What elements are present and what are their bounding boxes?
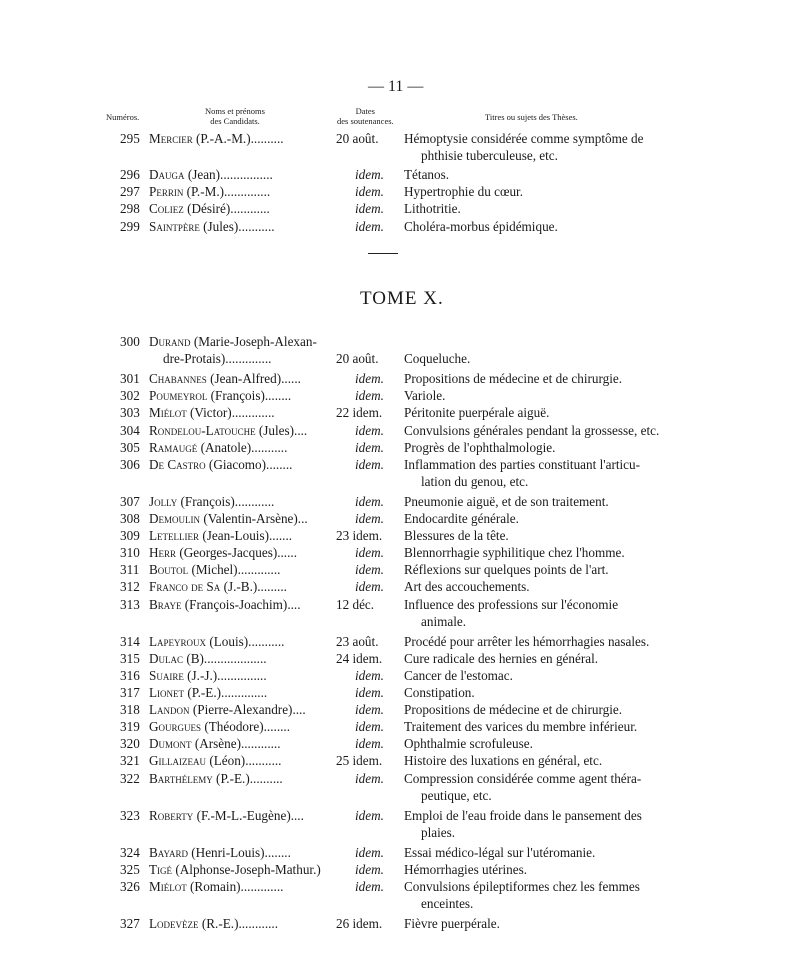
candidate-name: Lodevèze (R.-E.)............	[149, 916, 279, 932]
defense-date: idem.	[355, 511, 384, 526]
thesis-title: Péritonite puerpérale aiguë.	[404, 405, 550, 421]
entry-row	[0, 544, 800, 561]
header-noms-line1: Noms et prénoms	[205, 106, 265, 116]
entry-row	[0, 718, 800, 735]
candidate-name: Coliez (Désiré)............	[149, 201, 270, 217]
thesis-title: Hypertrophie du cœur.	[404, 184, 524, 200]
entry-row	[0, 387, 800, 404]
defense-date: idem.	[355, 879, 384, 895]
entry-number: 317	[120, 685, 140, 700]
entry-row	[0, 915, 800, 932]
thesis-title: Inflammation des parties constituant l'articu-	[404, 456, 641, 472]
thesis-title: plaies.	[421, 824, 456, 840]
entry-number: 302	[120, 388, 140, 404]
entry-row	[0, 456, 800, 473]
entry-row-continuation	[0, 895, 800, 912]
entry-number: 314	[120, 633, 140, 649]
thesis-title: Traitement des varices du membre inférieur.	[404, 719, 638, 735]
header-noms	[205, 106, 265, 126]
entry-number: 327	[120, 916, 140, 932]
candidate-name: Poumeyrol (François)........	[149, 388, 292, 404]
thesis-title: animale.	[421, 613, 467, 629]
entry-row	[0, 333, 800, 350]
entry-row	[0, 596, 800, 613]
entry-number: 298	[120, 201, 140, 217]
entry-row	[0, 770, 800, 787]
entry-row-continuation	[0, 147, 800, 164]
header-dates	[337, 106, 394, 126]
thesis-title: Ophthalmie scrofuleuse.	[404, 736, 533, 752]
thesis-title: Tétanos.	[404, 167, 450, 183]
defense-date: idem.	[355, 862, 384, 877]
candidate-name: Demoulin (Valentin-Arsène)...	[149, 511, 308, 526]
entry-number: 304	[120, 422, 140, 438]
defense-date: 23 idem.	[336, 528, 383, 544]
thesis-title: Art des accouchements.	[404, 579, 530, 595]
entry-row	[0, 561, 800, 578]
defense-date: idem.	[355, 439, 384, 455]
candidate-name: Letellier (Jean-Louis).......	[149, 528, 293, 544]
defense-date: idem.	[355, 545, 384, 561]
header-dates-line1: Dates	[355, 106, 375, 116]
entry-number: 309	[120, 528, 140, 544]
entry-row	[0, 130, 800, 147]
entry-number: 299	[120, 218, 140, 234]
entry-row-continuation	[0, 787, 800, 804]
defense-date: idem.	[355, 456, 384, 472]
thesis-title: Endocardite générale.	[404, 511, 519, 526]
entry-row	[0, 422, 800, 439]
header-dates-line2: des soutenances.	[337, 116, 394, 126]
entry-row	[0, 807, 800, 824]
entry-row	[0, 684, 800, 701]
entry-row	[0, 650, 800, 667]
thesis-title: Hémoptysie considérée comme symptôme de	[404, 131, 644, 146]
entry-number: 326	[120, 879, 140, 895]
thesis-title: lation du genou, etc.	[421, 473, 529, 489]
entry-number: 324	[120, 844, 140, 860]
entry-number: 306	[120, 456, 140, 472]
thesis-title: Fièvre puerpérale.	[404, 916, 500, 932]
entry-number: 322	[120, 770, 140, 786]
entry-row-continuation	[0, 350, 800, 367]
defense-date: idem.	[355, 218, 384, 234]
entry-number: 316	[120, 667, 140, 683]
candidate-name: Bayard (Henri-Louis)........	[149, 844, 291, 860]
thesis-title: Constipation.	[404, 685, 475, 700]
candidate-name: Chabannes (Jean-Alfred)......	[149, 371, 301, 387]
thesis-title: Blessures de la tête.	[404, 528, 509, 544]
defense-date: idem.	[355, 167, 384, 183]
entry-row	[0, 735, 800, 752]
defense-date: idem.	[355, 844, 384, 860]
defense-date: 26 idem.	[336, 916, 383, 932]
defense-date: idem.	[355, 736, 384, 752]
entry-row	[0, 510, 800, 527]
candidate-name: dre-Protais)..............	[163, 351, 272, 367]
page-number: — 11 —	[368, 78, 424, 95]
defense-date: idem.	[355, 685, 384, 700]
candidate-name: Dauga (Jean)................	[149, 167, 273, 183]
header-noms-line2: des Candidats.	[210, 116, 260, 126]
defense-date: idem.	[355, 667, 384, 683]
thesis-title: Convulsions générales pendant la grossesse, etc.	[404, 422, 660, 438]
entry-row-continuation	[0, 824, 800, 841]
defense-date: idem.	[355, 184, 384, 200]
entry-number: 325	[120, 862, 140, 877]
section-divider	[368, 253, 398, 254]
entry-number: 297	[120, 184, 140, 200]
thesis-title: Cure radicale des hernies en général.	[404, 650, 599, 666]
entry-number: 318	[120, 702, 140, 718]
candidate-name: Barthélemy (P.-E.)..........	[149, 770, 283, 786]
thesis-title: Propositions de médecine et de chirurgie.	[404, 371, 623, 387]
defense-date: idem.	[355, 493, 384, 509]
entry-number: 323	[120, 807, 140, 823]
header-titres: Titres ou sujets des Thèses.	[485, 112, 578, 122]
header-numeros: Numéros.	[106, 112, 140, 122]
section-title: TOME X.	[360, 288, 444, 309]
thesis-title: Histoire des luxations en général, etc.	[404, 753, 603, 769]
defense-date: 24 idem.	[336, 650, 383, 666]
thesis-title: Emploi de l'eau froide dans le pansement des	[404, 807, 642, 823]
entry-row	[0, 878, 800, 895]
defense-date: idem.	[355, 702, 384, 718]
candidate-name: Perrin (P.-M.)..............	[149, 184, 271, 200]
entry-number: 312	[120, 579, 140, 595]
entry-row-continuation	[0, 613, 800, 630]
entry-number: 301	[120, 371, 140, 387]
thesis-title: Coqueluche.	[404, 351, 471, 367]
entry-row	[0, 701, 800, 718]
candidate-name: Boutol (Michel).............	[149, 562, 281, 578]
thesis-title: enceintes.	[421, 896, 474, 912]
entry-row	[0, 370, 800, 387]
entry-number: 307	[120, 493, 140, 509]
candidate-name: Franco de Sa (J.-B.).........	[149, 579, 287, 595]
candidate-name: Ramaugé (Anatole)...........	[149, 439, 288, 455]
candidate-name: Gourgues (Théodore)........	[149, 719, 291, 735]
defense-date: idem.	[355, 562, 384, 578]
candidate-name: Braye (François-Joachim)....	[149, 596, 301, 612]
candidate-name: Jolly (François)............	[149, 493, 275, 509]
thesis-title: Pneumonie aiguë, et de son traitement.	[404, 493, 609, 509]
thesis-title: Hémorrhagies utérines.	[404, 862, 528, 877]
entry-row	[0, 844, 800, 861]
defense-date: 20 août.	[336, 131, 379, 146]
thesis-title: Compression considérée comme agent théra-	[404, 770, 642, 786]
thesis-title: Variole.	[404, 388, 446, 404]
entry-number: 321	[120, 753, 140, 769]
defense-date: 25 idem.	[336, 753, 383, 769]
candidate-name: Lapeyroux (Louis)...........	[149, 633, 285, 649]
entry-row	[0, 493, 800, 510]
candidate-name: Roberty (F.-M-L.-Eugène)....	[149, 807, 304, 823]
entry-number: 295	[120, 131, 140, 146]
entry-number: 308	[120, 511, 140, 526]
entry-row	[0, 183, 800, 200]
candidate-name: Tigé (Alphonse-Joseph-Mathur.)	[149, 862, 321, 877]
entry-number: 319	[120, 719, 140, 735]
entry-row	[0, 527, 800, 544]
entry-row	[0, 667, 800, 684]
entry-row	[0, 752, 800, 769]
thesis-title: Lithotritie.	[404, 201, 461, 217]
thesis-title: Blennorrhagie syphilitique chez l'homme.	[404, 545, 625, 561]
candidate-name: Dulac (B)...................	[149, 650, 267, 666]
thesis-title: Propositions de médecine et de chirurgie.	[404, 702, 623, 718]
thesis-title: Convulsions épileptiformes chez les femmes	[404, 879, 640, 895]
candidate-name: Lionet (P.-E.)..............	[149, 685, 268, 700]
entry-number: 320	[120, 736, 140, 752]
entry-row-continuation	[0, 473, 800, 490]
entry-row	[0, 633, 800, 650]
entry-number: 300	[120, 334, 140, 349]
thesis-title: Progrès de l'ophthalmologie.	[404, 439, 556, 455]
defense-date: idem.	[355, 719, 384, 735]
entry-number: 313	[120, 596, 140, 612]
entry-number: 310	[120, 545, 140, 561]
candidate-name: Durand (Marie-Joseph-Alexan-	[149, 334, 317, 349]
thesis-title: Cancer de l'estomac.	[404, 667, 513, 683]
candidate-name: Dumont (Arsène)............	[149, 736, 281, 752]
entry-row	[0, 439, 800, 456]
defense-date: idem.	[355, 579, 384, 595]
defense-date: idem.	[355, 807, 384, 823]
entry-row	[0, 404, 800, 421]
entry-number: 303	[120, 405, 140, 421]
entry-number: 311	[120, 562, 140, 578]
defense-date: idem.	[355, 201, 384, 217]
thesis-title: phthisie tuberculeuse, etc.	[421, 148, 558, 164]
defense-date: idem.	[355, 388, 384, 404]
thesis-title: Essai médico-légal sur l'utéromanie.	[404, 844, 596, 860]
thesis-title: peutique, etc.	[421, 787, 492, 803]
candidate-name: Miélot (Victor).............	[149, 405, 275, 421]
thesis-title: Réflexions sur quelques points de l'art.	[404, 562, 609, 578]
thesis-title: Choléra-morbus épidémique.	[404, 218, 558, 234]
defense-date: idem.	[355, 371, 384, 387]
entry-number: 315	[120, 650, 140, 666]
candidate-name: Suaire (J.-J.)...............	[149, 667, 267, 683]
entry-row	[0, 166, 800, 183]
defense-date: 20 août.	[336, 351, 379, 367]
candidate-name: Gillaizeau (Léon)...........	[149, 753, 282, 769]
defense-date: 12 déc.	[336, 596, 375, 612]
entry-row	[0, 200, 800, 217]
entry-row	[0, 861, 800, 878]
candidate-name: Rondelou-Latouche (Jules)....	[149, 422, 308, 438]
defense-date: idem.	[355, 422, 384, 438]
entry-number: 296	[120, 167, 140, 183]
entry-row	[0, 578, 800, 595]
candidate-name: Herr (Georges-Jacques)......	[149, 545, 297, 561]
thesis-title: Procédé pour arrêter les hémorrhagies nasales.	[404, 633, 650, 649]
entry-row	[0, 218, 800, 235]
entry-number: 305	[120, 439, 140, 455]
candidate-name: Landon (Pierre-Alexandre)....	[149, 702, 306, 718]
thesis-title: Influence des professions sur l'économie	[404, 596, 619, 612]
defense-date: 23 août.	[336, 633, 379, 649]
candidate-name: Saintpère (Jules)...........	[149, 218, 275, 234]
candidate-name: Miélot (Romain).............	[149, 879, 284, 895]
candidate-name: De Castro (Giacomo)........	[149, 456, 293, 472]
defense-date: 22 idem.	[336, 405, 383, 421]
candidate-name: Mercier (P.-A.-M.)..........	[149, 131, 284, 146]
defense-date: idem.	[355, 770, 384, 786]
